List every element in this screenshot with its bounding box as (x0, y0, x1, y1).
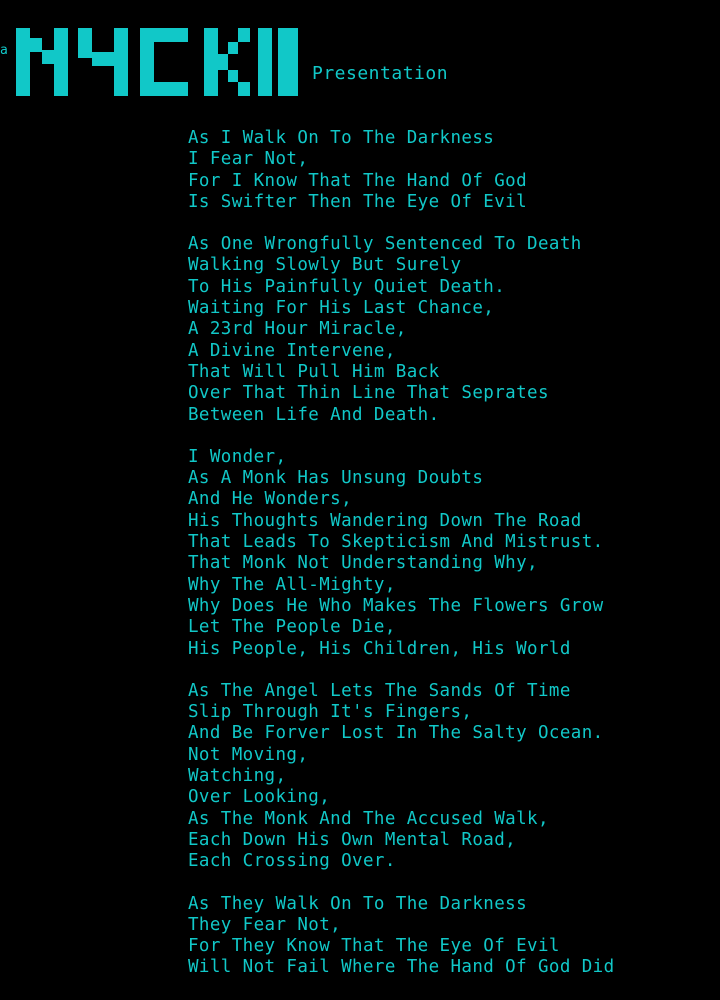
stanza (188, 234, 720, 426)
poem-line: Each Crossing Over. (188, 851, 396, 872)
poem-line: For I Know That The Hand Of God (188, 170, 528, 191)
presentation-subtitle: Presentation (312, 63, 449, 84)
poem-line: That Monk Not Understanding Why, (188, 553, 538, 574)
poem-line: Between Life And Death. (188, 404, 440, 425)
poem-line: I Wonder, (188, 446, 287, 467)
poem-line: That Leads To Skepticism And Mistrust. (188, 532, 604, 553)
poem-line: His People, His Children, His World (188, 638, 571, 659)
poem-line: For They Know That The Eye Of Evil (188, 936, 560, 957)
stanza (188, 447, 720, 660)
poem-body (188, 128, 720, 1000)
poem-line: To His Painfully Quiet Death. (188, 276, 506, 297)
nyc-kid-logo (16, 28, 298, 96)
poem-line: As I Walk On To The Darkness (188, 128, 495, 148)
poem-line: As A Monk Has Unsung Doubts (188, 468, 484, 489)
header (0, 0, 720, 112)
stanza (188, 894, 720, 979)
poem-line: Let The People Die, (188, 617, 396, 638)
poem-line: Will Not Fail Where The Hand Of God Did (188, 957, 615, 978)
poem-line: Over Looking, (188, 787, 331, 808)
poem-line: A Divine Intervene, (188, 340, 396, 361)
poem-line: Slip Through It's Fingers, (188, 702, 473, 723)
poem-line: As The Angel Lets The Sands Of Time (188, 680, 571, 701)
stanza (188, 128, 720, 213)
stanza (188, 681, 720, 873)
poem-line: Watching, (188, 766, 287, 787)
poem-line: Why Does He Who Makes The Flowers Grow (188, 595, 604, 616)
poem-line: And Be Forver Lost In The Salty Ocean. (188, 723, 604, 744)
poem-line: Why The All-Mighty, (188, 574, 396, 595)
poem-line: That Will Pull Him Back (188, 361, 440, 382)
poem-line: I Fear Not, (188, 149, 309, 170)
poem-line: Not Moving, (188, 744, 309, 765)
poem-line: His Thoughts Wandering Down The Road (188, 510, 582, 531)
poem-line: Over That Thin Line That Seprates (188, 383, 549, 404)
poem-line: A 23rd Hour Miracle, (188, 319, 407, 340)
poem-line: And He Wonders, (188, 489, 353, 510)
poem-line: As One Wrongfully Sentenced To Death (188, 234, 582, 255)
poem-line: Is Swifter Then The Eye Of Evil (188, 191, 528, 212)
corner-letter: a (0, 43, 8, 58)
poem-line: Each Down His Own Mental Road, (188, 829, 517, 850)
poem-line: As They Walk On To The Darkness (188, 893, 528, 914)
poem-line: As The Monk And The Accused Walk, (188, 808, 549, 829)
poem-line: Walking Slowly But Surely (188, 255, 462, 276)
poem-line: They Fear Not, (188, 914, 342, 935)
poem-line: Waiting For His Last Chance, (188, 298, 495, 319)
